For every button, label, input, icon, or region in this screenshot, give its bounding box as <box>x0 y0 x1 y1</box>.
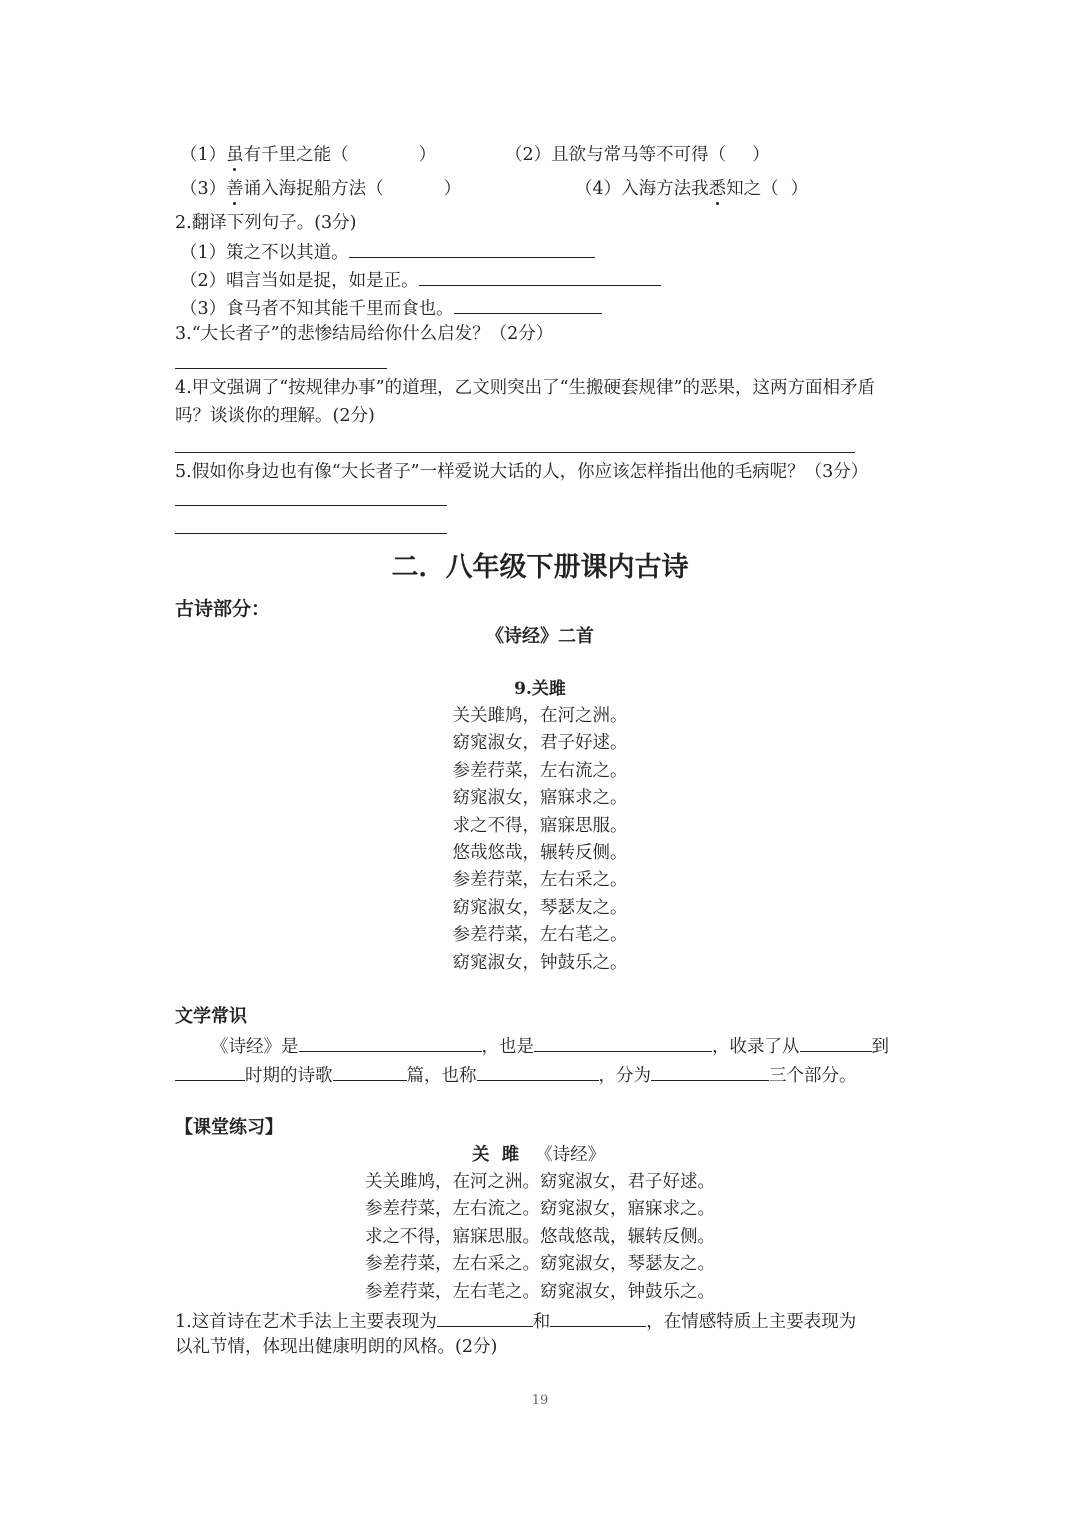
q2-sentence-3: （3）食马者不知其能千里而食也。 <box>180 295 602 321</box>
q3-text: 3.“大长者子”的悲惨结局给你什么启发？（2分） <box>175 324 554 344</box>
answer-line[interactable] <box>175 452 855 453</box>
q1-item-2: （2）且欲与常马等不可得（ ） <box>505 145 770 165</box>
subsection-heading: 古诗部分： <box>175 598 271 620</box>
q4-text-line1: 4.甲文强调了“按规律办事”的道理，乙文则突出了“生搬硬套规律”的恶果，这两方面相矛盾 <box>175 378 875 398</box>
poem-line: 窈窕淑女，钟鼓乐之。 <box>452 952 628 973</box>
practice-heading: 【课堂练习】 <box>175 1117 283 1138</box>
fill-blank[interactable] <box>437 1308 533 1327</box>
lit-heading: 文学常识 <box>175 1006 247 1027</box>
practice-poem-line: 参差荇菜，左右流之。窈窕淑女，寤寐求之。 <box>365 1199 715 1220</box>
lit-line-1: 《诗经》是 ，也是 ，收录了从 到 <box>211 1033 889 1059</box>
poem-title: 9.关雎 <box>514 679 566 699</box>
poem-line: 窈窕淑女，君子好逑。 <box>452 733 628 754</box>
fill-blank[interactable] <box>651 1062 769 1081</box>
practice-q1-line1: 1.这首诗在艺术手法上主要表现为 和 ，在情感特质上主要表现为 <box>175 1308 856 1334</box>
q2-sentence-1: （1）策之不以其道。 <box>180 239 595 265</box>
answer-blank[interactable] <box>349 239 595 258</box>
q4-text-line2: 吗？谈谈你的理解。(2分) <box>175 406 375 426</box>
poem-body <box>0 703 1080 977</box>
poem-line: 求之不得，寤寐思服。 <box>452 815 628 836</box>
section-title: 二．八年级下册课内古诗 <box>391 552 689 583</box>
practice-poem-line: 参差荇菜，左右采之。窈窕淑女，琴瑟友之。 <box>365 1254 715 1275</box>
q2-sentence-2: （2）唱言当如是捉，如是正。 <box>180 267 661 293</box>
q1-item-4: （4）入海方法我悉知之（ ） <box>575 179 809 199</box>
answer-line[interactable] <box>175 368 387 369</box>
practice-poem <box>0 1169 1080 1306</box>
fill-blank[interactable] <box>550 1308 646 1327</box>
practice-q1-line2: 以礼节情，体现出健康明朗的风格。(2分) <box>175 1337 498 1357</box>
practice-poem-line: 关关雎鸠，在河之洲。窈窕淑女，君子好逑。 <box>365 1172 715 1192</box>
fill-blank[interactable] <box>333 1062 407 1081</box>
book-title: 《诗经》二首 <box>486 626 594 647</box>
practice-title: 关 雎 《诗经》 <box>472 1145 606 1165</box>
q2-title: 2.翻译下列句子。(3分) <box>175 213 357 233</box>
answer-blank[interactable] <box>419 267 661 286</box>
fill-blank[interactable] <box>175 1062 245 1081</box>
poem-line: 参差荇菜，左右流之。 <box>452 760 628 781</box>
answer-line[interactable] <box>175 533 447 534</box>
poem-line: 参差荇菜，左右芼之。 <box>452 925 628 946</box>
poem-line: 窈窕淑女，琴瑟友之。 <box>452 897 628 918</box>
fill-blank[interactable] <box>477 1062 599 1081</box>
practice-poem-line: 求之不得，寤寐思服。悠哉悠哉，辗转反侧。 <box>365 1226 715 1247</box>
lit-line-2: 时期的诗歌 篇，也称 ，分为 三个部分。 <box>175 1062 857 1088</box>
practice-poem-line: 参差荇菜，左右芼之。窈窕淑女，钟鼓乐之。 <box>365 1281 715 1302</box>
page-number: 19 <box>531 1393 549 1408</box>
q5-text: 5.假如你身边也有像“大长者子”一样爱说大话的人，你应该怎样指出他的毛病呢？（3分） <box>175 462 869 482</box>
poem-line: 窈窕淑女，寤寐求之。 <box>452 788 628 809</box>
poem-line: 悠哉悠哉，辗转反侧。 <box>452 843 628 864</box>
poem-line: 关关雎鸠，在河之洲。 <box>452 706 628 726</box>
q1-item-1: （1）虽有千里之能（ ） <box>180 145 437 165</box>
fill-blank[interactable] <box>534 1033 712 1052</box>
q1-item-3: （3）善诵入海捉船方法（ ） <box>180 179 462 199</box>
poem-line: 参差荇菜，左右采之。 <box>452 870 628 891</box>
fill-blank[interactable] <box>299 1033 482 1052</box>
answer-line[interactable] <box>175 505 447 506</box>
fill-blank[interactable] <box>800 1033 872 1052</box>
answer-blank[interactable] <box>454 295 602 314</box>
